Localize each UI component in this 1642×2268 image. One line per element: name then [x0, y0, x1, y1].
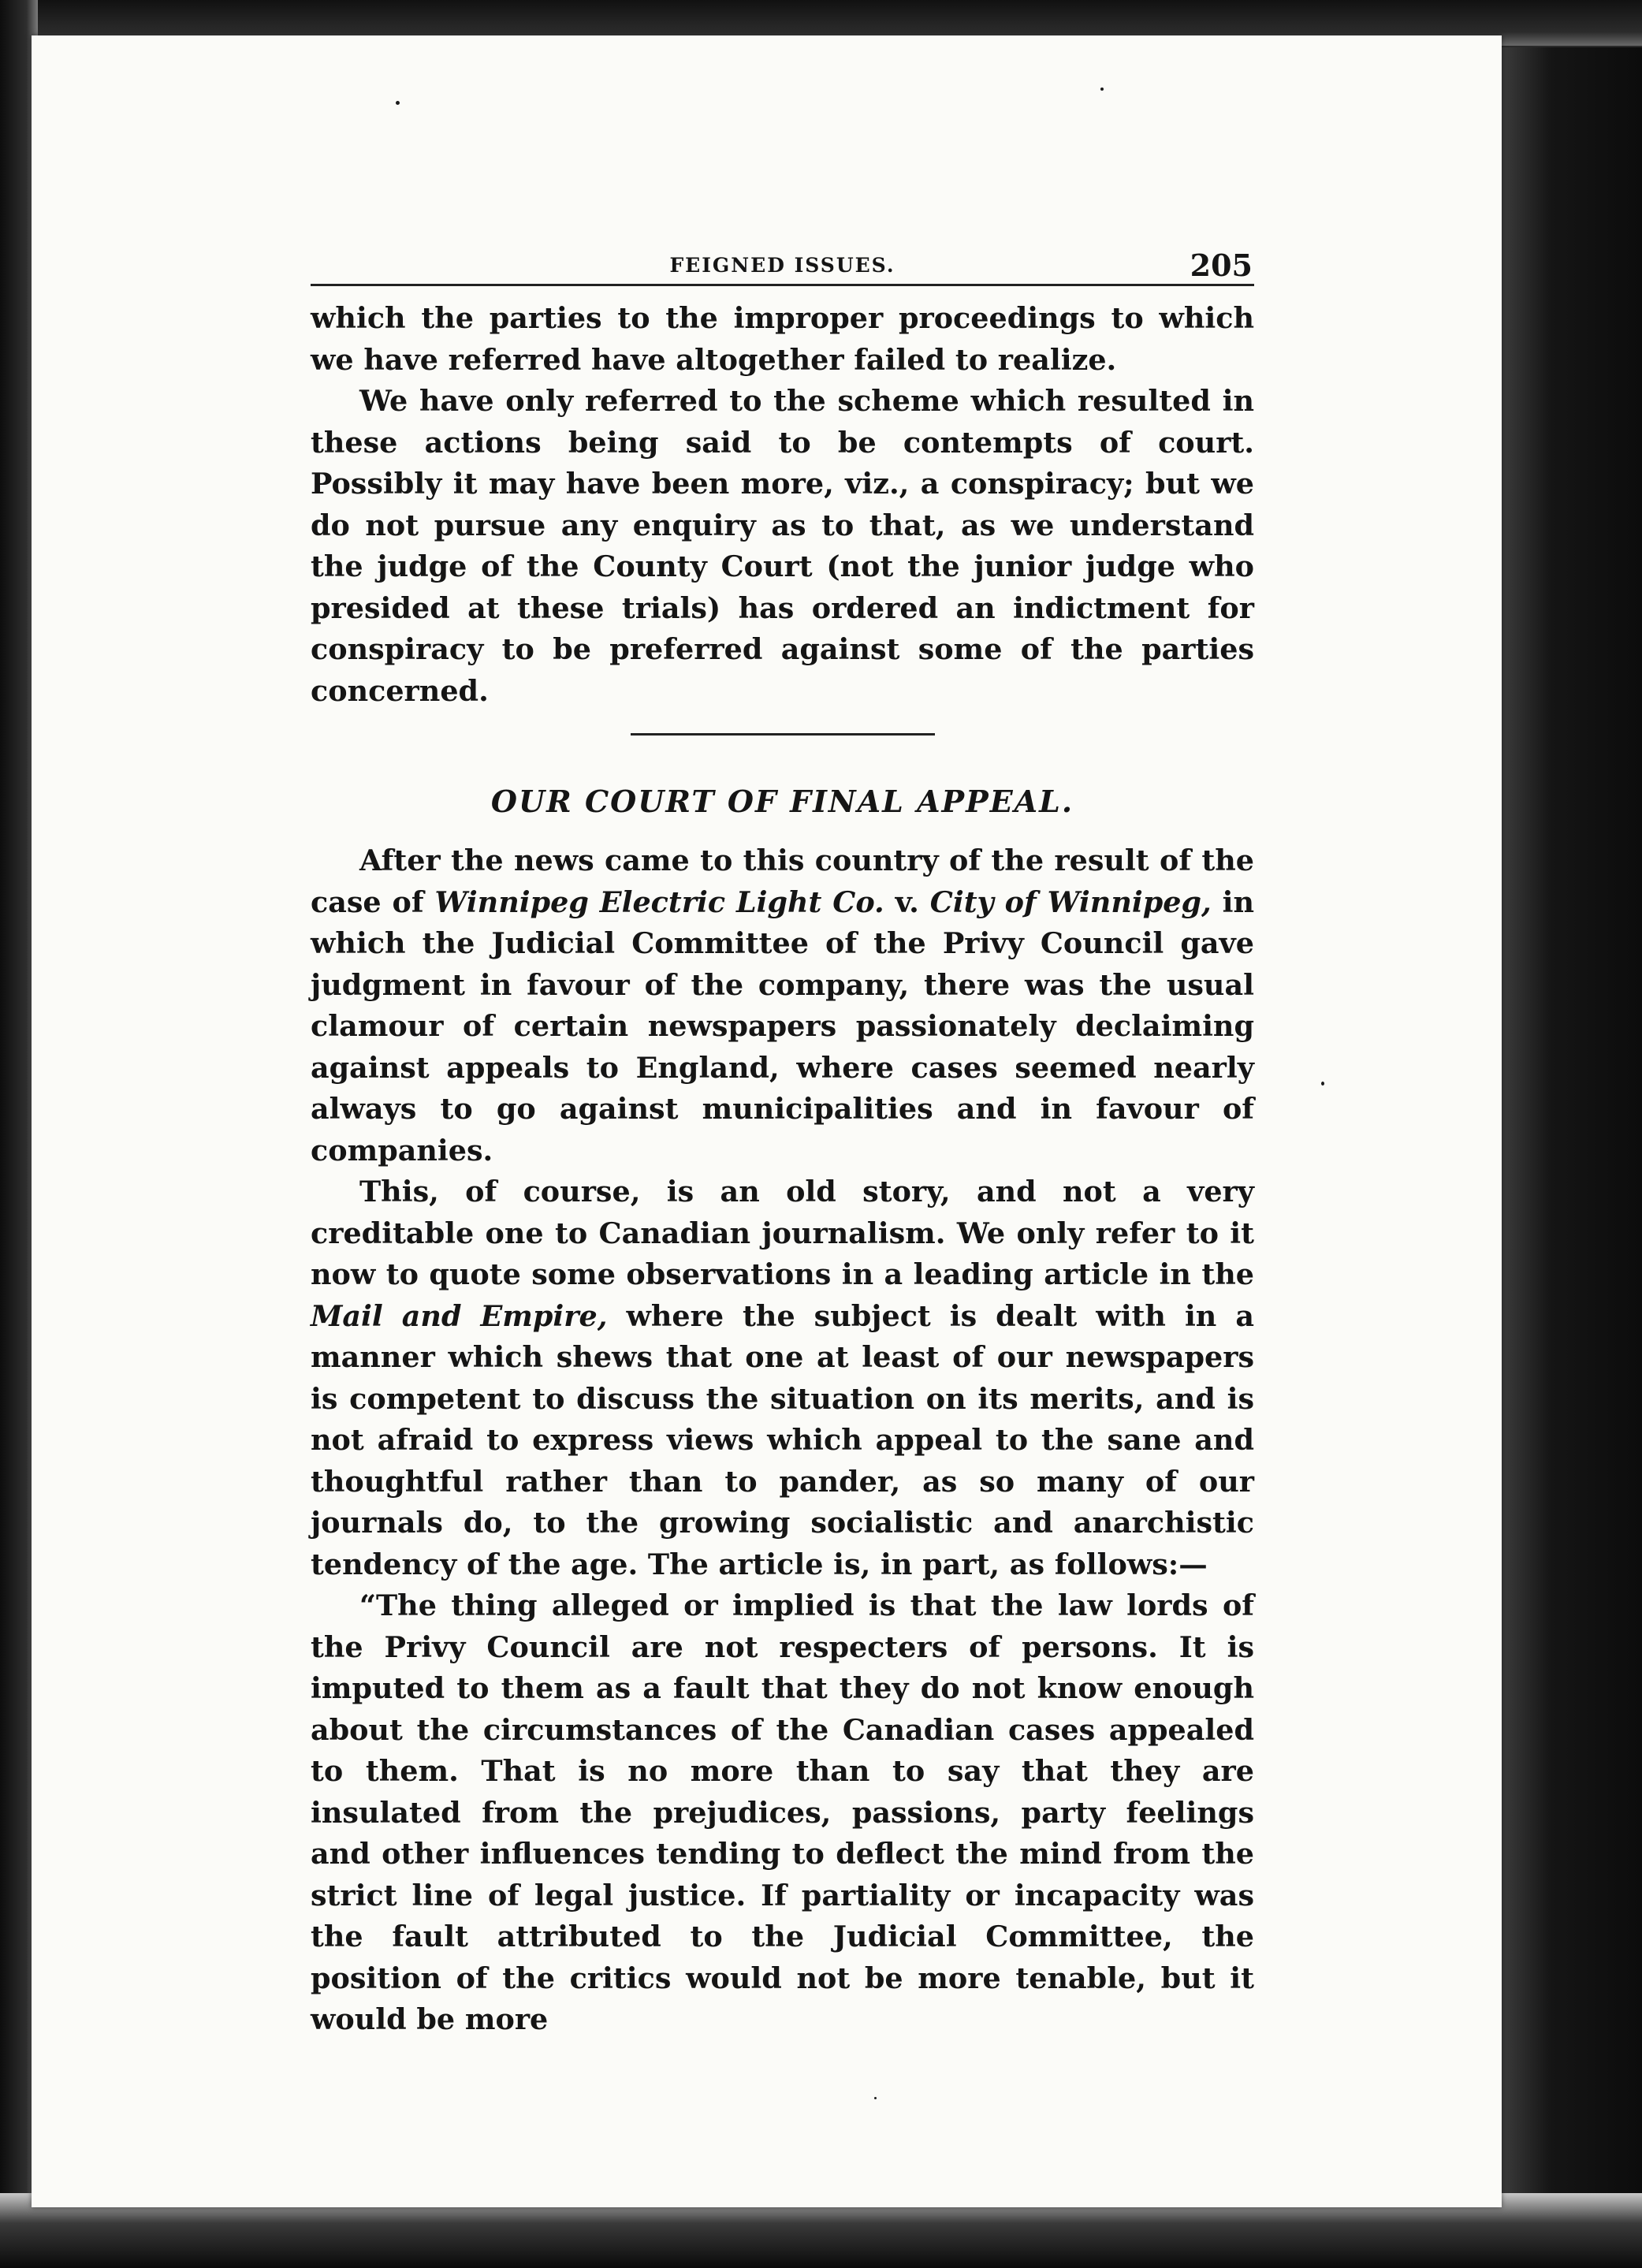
- body-paragraph: We have only referred to the scheme which resulted in these actions being said to be contempts of court. Possibly it may have been more, viz., a conspiracy; but we do not pursue any enquiry as to that, as we understand the judge of the County Court (not the junior judge who presided at these trials) has ordered an indictment for conspiracy to be preferred against some of the parties concerned.: [311, 384, 1254, 708]
- paper-speck: [1321, 1082, 1324, 1086]
- page-number: 205: [1190, 248, 1253, 283]
- paragraph-text: in which the Judicial Committee of the Privy Council gave judgment in favour of the company, there was the usual clamour of certain newspapers passionately declaiming against appeals to England, where cases seemed nearly always to go against municipalities and in favour of companies.: [311, 884, 1254, 1168]
- body-paragraph: [311, 840, 1254, 1171]
- running-title: FEIGNED ISSUES.: [669, 254, 895, 277]
- section-title: OUR COURT OF FINAL APPEAL.: [490, 784, 1074, 819]
- paragraph-text: After the news came to this country of the result of the case of: [311, 844, 1254, 919]
- newspaper-name: Mail and Empire,: [311, 1298, 608, 1333]
- book-page-content: [311, 236, 1254, 2041]
- paragraph-text: This, of course, is an old story, and not a very creditable one to Canadian journalism. We only refer to it now to quote some observations in a leading article in the: [311, 1175, 1254, 1291]
- paragraph-text: where the subject is dealt with in a manner which shews that one at least of our newspapers is competent to discuss the situation on its merits, and is not afraid to express views which appeal to the sane and thoughtful rather than to pander, as so many of our journals do, to the growing socialistic and anarchistic tendency of the age. The article is, in part, as follows:—: [311, 1298, 1254, 1581]
- body-paragraph: [311, 1171, 1254, 1585]
- running-header: [311, 236, 1254, 286]
- scan-right-edge: [1502, 47, 1642, 2268]
- paragraph-text: v.: [884, 884, 930, 919]
- case-name: City of Winnipeg,: [929, 884, 1212, 919]
- continued-paragraph: which the parties to the improper proceedings to which we have referred have altogether failed to realize.: [311, 301, 1254, 377]
- case-name: Winnipeg Electric Light Co.: [434, 884, 884, 919]
- paper-speck: [874, 2097, 877, 2099]
- paper-speck: [1100, 88, 1104, 91]
- quoted-paragraph: “The thing alleged or implied is that the law lords of the Privy Council are not respecters of persons. It is imputed to them as a fault that they do not know enough about the circumstances of the Canadian cases appealed to them. That is no more than to say that they are insulated from the prejudices, passions, party feelings and other influences tending to deflect the mind from the strict line of legal justice. If partiality or incapacity was the fault attributed to the Judicial Committee, the position of the critics would not be more tenable, but it would be more: [311, 1588, 1254, 2036]
- paper-speck: [396, 101, 400, 105]
- section-divider: [631, 733, 935, 736]
